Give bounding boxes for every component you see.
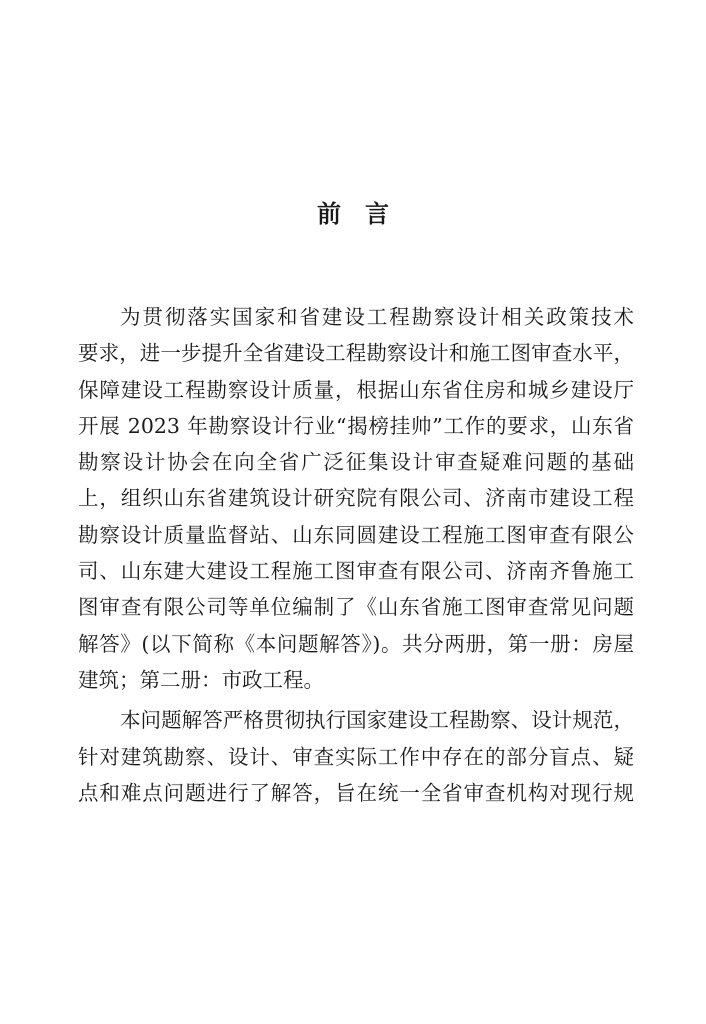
paragraph-1	[78, 299, 634, 698]
text-line: 保障建设工程勘察设计质量，根据山东省住房和城乡建设厅	[78, 377, 634, 402]
page-title	[0, 196, 706, 232]
paragraph-2	[78, 702, 634, 811]
text-line: 开展 2023 年勘察设计行业“揭榜挂帅”工作的要求，山东省	[78, 413, 634, 438]
text-line: 为贯彻落实国家和省建设工程勘察设计相关政策技术	[120, 305, 634, 329]
text-line: 勘察设计协会在向全省广泛征集设计审查疑难问题的基础	[78, 450, 634, 475]
text-line: 要求，进一步提升全省建设工程勘察设计和施工图审查水平，	[78, 341, 634, 366]
text-line: 解答》(以下简称《本问题解答》)。共分两册，第一册：房屋	[78, 631, 634, 656]
text-line: 建筑；第二册：市政工程。	[78, 667, 324, 692]
text-line: 上，组织山东省建筑设计研究院有限公司、济南市建设工程	[78, 486, 634, 511]
text-line: 针对建筑勘察、设计、审查实际工作中存在的部分盲点、疑	[78, 744, 634, 769]
title-char-2: 言	[365, 200, 389, 228]
preface-body	[78, 299, 634, 811]
text-line: 本问题解答严格贯彻执行国家建设工程勘察、设计规范，	[120, 708, 634, 733]
text-line: 图审查有限公司等单位编制了《山东省施工图审查常见问题	[78, 595, 634, 620]
title-char-1: 前	[317, 200, 341, 228]
text-line: 勘察设计质量监督站、山东同圆建设工程施工图审查有限公	[78, 522, 634, 547]
text-line: 点和难点问题进行了解答，旨在统一全省审查机构对现行规	[78, 780, 634, 805]
text-line: 司、山东建大建设工程施工图审查有限公司、济南齐鲁施工	[78, 559, 634, 584]
